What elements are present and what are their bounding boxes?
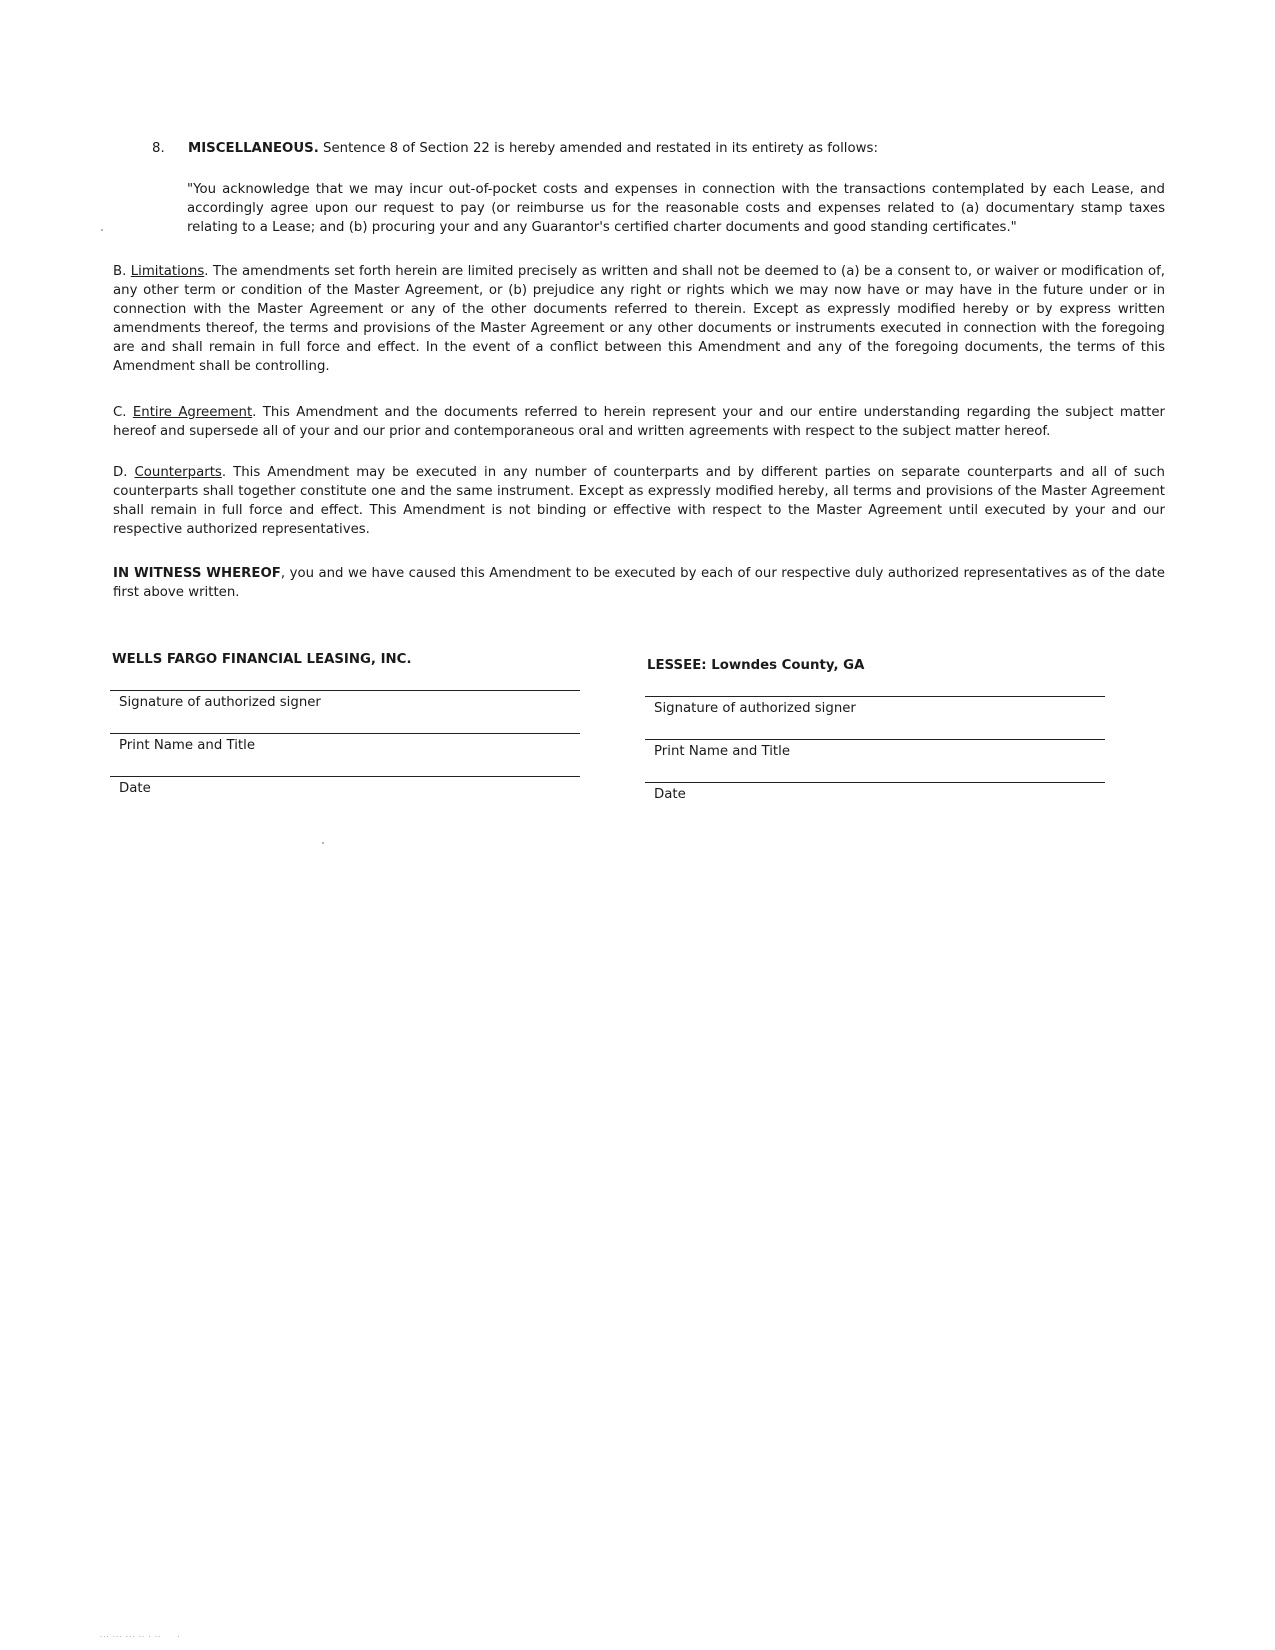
section-c-entire-agreement [113,403,1165,441]
signature-label: Signature of authorized signer [654,701,856,716]
section-prefix: D. [113,465,128,480]
in-witness-whereof [113,564,1165,602]
signature-line[interactable] [110,690,580,733]
date-line[interactable] [645,782,1105,825]
print-name-line[interactable] [645,739,1105,782]
signature-block-lessee [645,656,1115,825]
signature-block-lessor [110,650,580,819]
party-name: LESSEE: Lowndes County, GA [647,658,865,673]
scan-speck [322,842,324,844]
section-8-miscellaneous [152,139,1152,158]
section-d-counterparts [113,463,1165,539]
print-name-label: Print Name and Title [119,738,256,753]
section-text: . This Amendment may be executed in any number of counterparts and by different parties on separate counterparts and all of such counterparts shall together constitute one and the same instrument. Except as expressly modified hereby, all terms and provisions of the Master Agreement shall remain in full force and effect. This Amendment is not binding or effective with respect to the Master Agreement until executed by your and our respective authorized representatives. [113,465,1165,537]
date-label: Date [654,787,686,802]
section-text: . This Amendment and the documents referred to herein represent your and our entire understanding regarding the subject matter hereof and supersede all of your and our prior and contemporaneous oral and written agreements with respect to the subject matter hereof. [113,405,1165,439]
section-text: Sentence 8 of Section 22 is hereby amended and restated in its entirety as follows: [323,141,878,156]
print-name-line[interactable] [110,733,580,776]
section-b-limitations [113,262,1165,376]
section-number: 8. [152,141,165,156]
witness-text: , you and we have caused this Amendment to be executed by each of our respective duly authorized representatives as of the date first above written. [113,566,1165,600]
amended-sentence-quote: "You acknowledge that we may incur out-of-pocket costs and expenses in connection with the transactions contemplated by each Lease, and accordingly agree upon our request to pay (or reimburse us for the reasonable costs and expenses related to (a) documentary stamp taxes relating to a Lease; and (b) procuring your and any Guarantor's certified charter documents and good standing certificates." [187,182,1165,235]
section-title: Counterparts [134,465,222,480]
section-prefix: C. [113,405,127,420]
section-heading: MISCELLANEOUS. [188,141,319,156]
party-name: WELLS FARGO FINANCIAL LEASING, INC. [112,652,412,667]
signature-line[interactable] [645,696,1105,739]
date-label: Date [119,781,151,796]
scan-speck [101,229,103,231]
print-name-label: Print Name and Title [654,744,791,759]
scan-artifact: ··· ··· ··· ·· · ·· · [100,1633,181,1641]
section-prefix: B. [113,264,127,279]
section-title: Limitations [130,264,205,279]
section-title: Entire Agreement [132,405,253,420]
witness-lead: IN WITNESS WHEREOF [113,566,281,581]
signature-label: Signature of authorized signer [119,695,321,710]
date-line[interactable] [110,776,580,819]
section-text: . The amendments set forth herein are limited precisely as written and shall not be deemed to (a) be a consent to, or waiver or modification of, any other term or condition of the Master Agreement, or (b) prejudice any right or rights which we may now have or may have in the future under or in connection with the Master Agreement or any of the other documents referred to therein. Except as expressly modified hereby or by express written amendments thereof, the terms and provisions of the Master Agreement or any other documents or instruments executed in connection with the foregoing are and shall remain in full force and effect. In the event of a conflict between this Amendment and any of the foregoing documents, the terms of this Amendment shall be controlling. [113,264,1165,374]
